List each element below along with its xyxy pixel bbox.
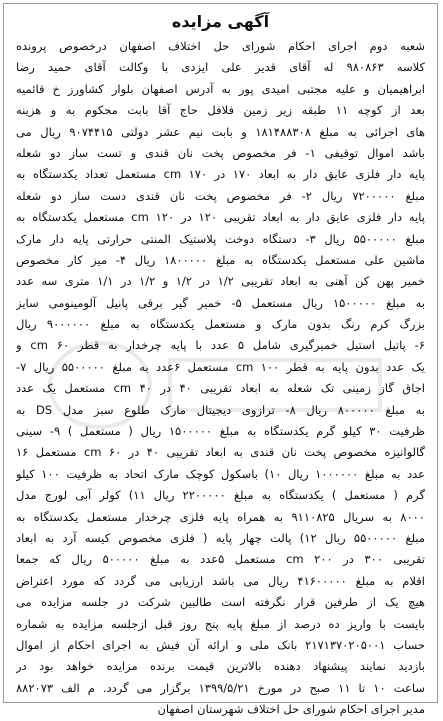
notice-line: مبلغ ۵۵۰۰۰۰۰ ریال ۱۲) پالت چهار پایه ( فلزی مخصوص کیسه آرد به ابعاد <box>16 530 425 545</box>
notice-line: ۶- پاتیل استیل خمیرگیری شامل ۵ عدد با پایه چرخدار به قطر ۶۰ cm و <box>16 338 425 353</box>
notice-line: گالوانیزه مخصوص پخت نان قندی به ابعاد تقریبی ۴۰ در ۶۰ cm مستعمل ۱۶ <box>16 445 425 460</box>
notice-line: به مبلغ ۱۵۰۰۰۰۰ ریال مستعمل ۵- خمیر گیر برقی پانیل آلومینومی سایز <box>16 295 425 310</box>
notice-title: آگهی مزایده <box>171 12 270 31</box>
notice-line: کلاسه ۹۸۰۸۶۳ له آقای قدیر علی ایزدی با وکالت آقای حمید رضا <box>16 60 425 75</box>
notice-line: ۸۰۰۰ به سریال ۹۱۱۰۸۲۵ به همراه پایه فلزی چرخدار مستعمل یکدستگاه به <box>16 509 425 524</box>
notice-line: بایست با واریز ده درصد از مبلغ پایه پنج روز قبل ازجلسه مزایده به شماره <box>16 616 425 631</box>
notice-line: مبلغ ۷۲۰۰۰۰۰ ریال ۲- فر مخصوص پخت نان قندی دست ساز دو شعله <box>16 188 425 203</box>
notice-line: بعد از کوچه ۱۱ طبقه زیر زمین فلافل حاج آقا بابت محکوم به و هزینه <box>16 103 425 118</box>
notice-line: اقلام به مبلغ ۴۱۶۰۰۰۰۰ ریال می باشد ارزیابی می گردد که مورد اعتراض <box>16 573 425 588</box>
notice-line: مبلغ ۵۵۰۰۰۰۰ ریال ۳- دستگاه دوخت پلاستیک المنتی حرارتی پایه دار مارک <box>16 231 425 246</box>
notice-line: عدد به مبلغ ۱۰۰۰۰۰۰ ریال ۱۰) باسکول کوچک مارک اتحاد به ظرفیت ۱۰۰ کیلو <box>16 466 425 481</box>
notice-frame <box>3 3 438 717</box>
notice-line: شعبه دوم اجرای احکام شورای حل اختلاف اصفهان درخصوص پرونده <box>16 39 425 53</box>
notice-line: یک عدد بدون پایه به قطر ۱۰۰ cm مستعمل ۶عدد به مبلغ ۵۵۰۰۰۰۰ ریال ۷- <box>16 359 425 374</box>
notice-line: به مبلغ ۸۰۰۰۰۰ ریال ۸- ترازوی دیجیتال مارک طلوع سبز مدل DS به <box>16 402 425 417</box>
notice-line: اجاق گاز زمینی تک شعله به ابعاد تقریبی ۴۰ در ۴۰ cm مستعمل یک عدد <box>16 381 425 396</box>
notice-line: گرم ( مستعمل ) یکدستگاه به مبلغ ۲۲۰۰۰۰۰ ریال ۱۱) کولر آبی لورج مدل <box>16 488 425 503</box>
notice-line: پایه دار فلزی عایق دار به ابعاد ۱۷۰ در ۱۷۰ cm مستعمل تعداد یکدستگاه به <box>16 167 425 182</box>
notice-line: مدیر اجرای احکام شورای حل اختلاف شهرستان اصفهان <box>157 702 425 717</box>
notice-line: خمیر پهن کن آهنی به ابعاد تقریبی ۱/۲ در ۱/۲ و ۱/۲ در ۱/۱ متری سه عدد <box>16 274 425 289</box>
notice-line: های اجرائی به مبلغ ۱۸۱۴۸۸۳۰۸ و بابت نیم عشر دولتی ۹۰۷۴۴۱۵ ریال می <box>16 124 425 139</box>
notice-line: بزرگ کرم رنگ بدون مارک و مستعمل یکدستگاه به مبلغ ۹۰۰۰۰۰۰ ریال <box>16 317 425 332</box>
notice-line: بازدید نمایند پیشنهاد دهنده بالاترین قیمت برنده مزایده خواهد بود در <box>16 659 425 674</box>
notice-line: باشد اموال توقیفی ۱- فر مخصوص پخت نان قندی و تست ساز دو شعله <box>16 145 425 160</box>
notice-line: پایه دار فلزی عایق دار به ابعاد تقریبی ۱۲۰ در ۱۲۰ cm مستعمل یکدستگاه به <box>16 210 425 225</box>
notice-line: ماشین علی مستعمل یکدستگاه به مبلغ ۱۸۰۰۰۰۰ ریال ۴- میز کار مخصوص <box>16 252 425 267</box>
notice-line: ساعت ۱۰ تا ۱۱ صبح در مورخ ۱۳۹۹/۵/۲۱ برگزار می گردد. م الف ۸۸۲۰۷۳ <box>16 680 425 695</box>
notice-line: تقریبی ۳۰۰ در ۲۰۰ cm مستعمل ۵عدد به مبلغ ۵۰۰۰۰۰ ریال که جمعا <box>16 552 425 567</box>
notice-line: حساب ۲۱۷۱۳۷۰۲۰۵۰۰۱ بانک ملی و ارائه آن فیش به اجرای احکام از اموال <box>16 637 425 652</box>
notice-body <box>4 32 437 721</box>
notice-line: ظرفیت ۳۰ کیلو گرم یکدستگاه به مبلغ ۱۵۰۰۰۰۰ ریال ( مستعمل ) ۹- سینی <box>16 424 425 439</box>
notice-line: هیچ یک از طرفین قرار نگرفته است طالبین شرکت در جلسه مزایده می <box>16 595 425 610</box>
notice-line: ابراهیمیان و علیه مجتبی امیدی پور به آدرس اصفهان بلوار کشاورز خ قائمیه <box>16 81 425 96</box>
